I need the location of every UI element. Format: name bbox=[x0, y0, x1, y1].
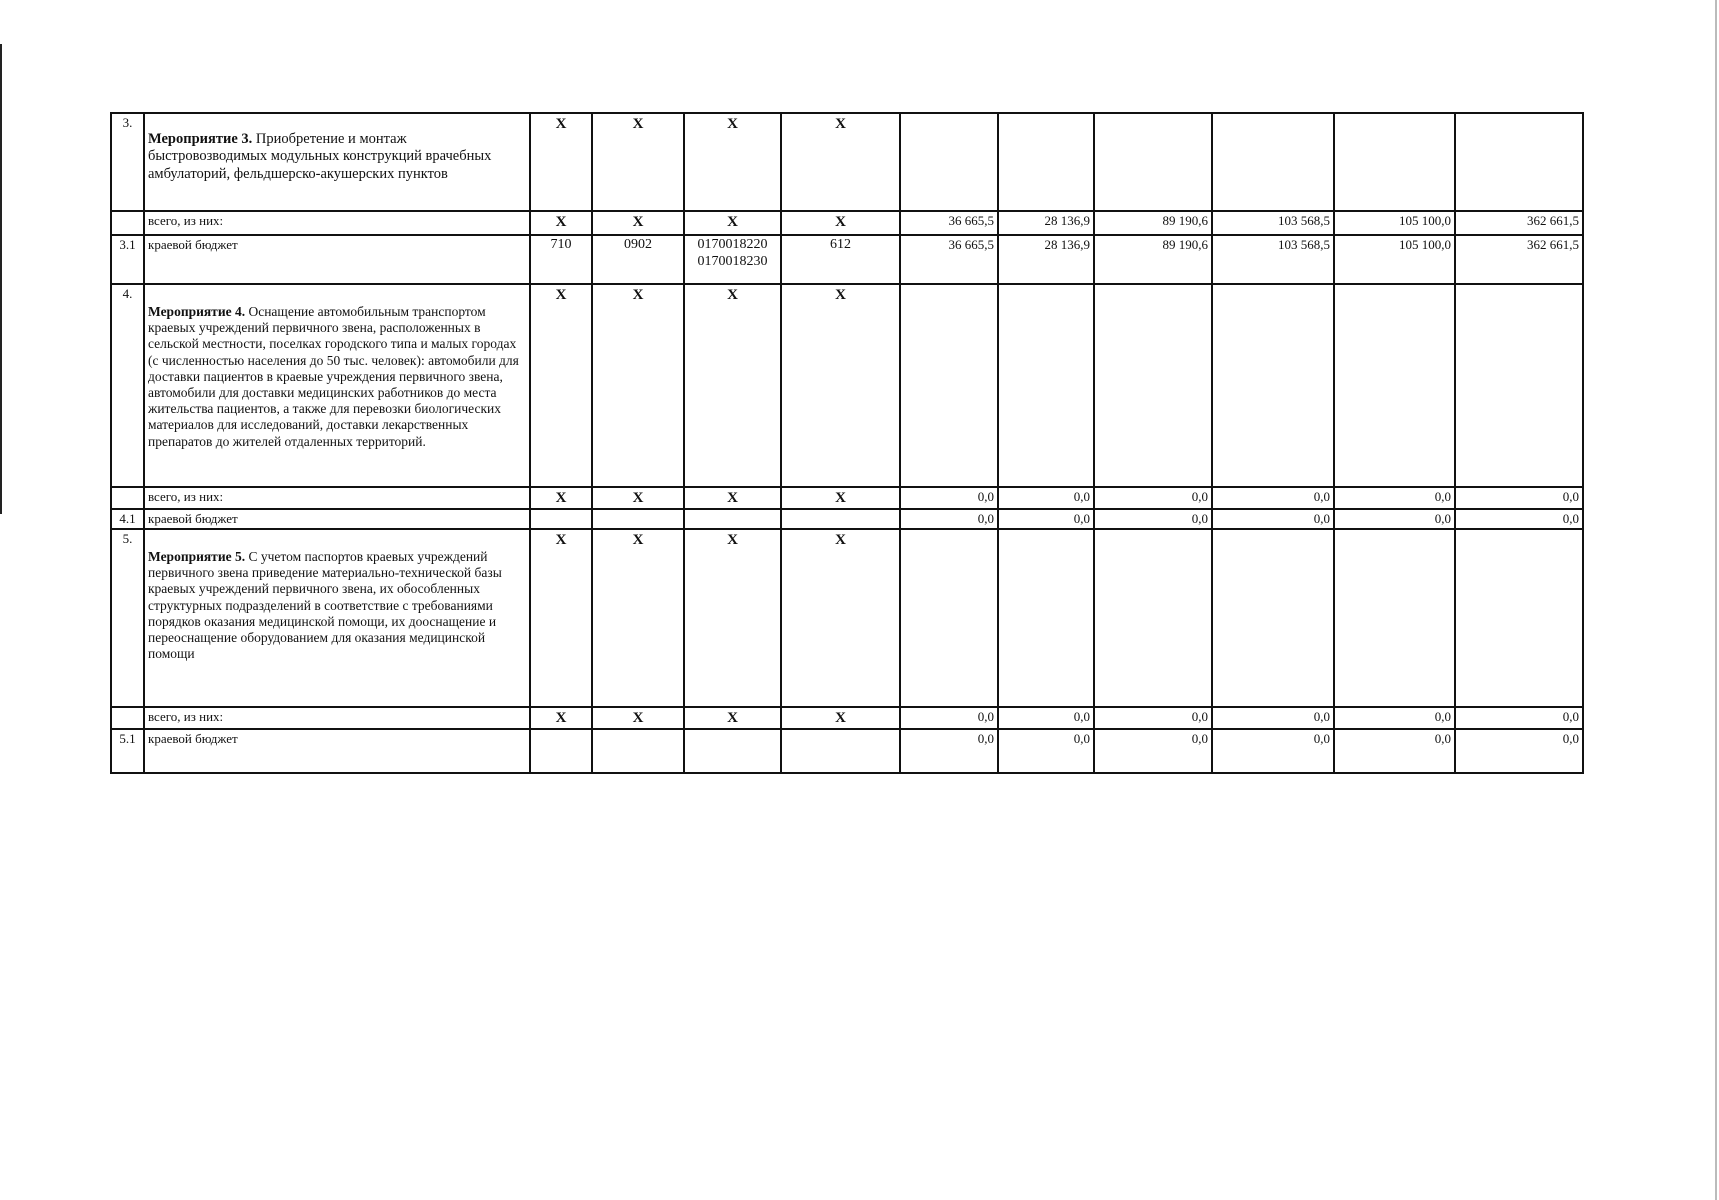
empty-cell bbox=[1094, 284, 1212, 487]
measure-title: Мероприятие 5. bbox=[148, 549, 246, 564]
budget-table bbox=[110, 112, 1584, 774]
empty-cell bbox=[530, 729, 592, 773]
value-cell: 0,0 bbox=[1455, 729, 1583, 773]
value-cell: 0,0 bbox=[1212, 509, 1334, 529]
code-cell bbox=[684, 235, 781, 284]
empty-cell bbox=[592, 729, 684, 773]
cell-x: X bbox=[530, 487, 592, 509]
row-label: всего, из них: bbox=[144, 211, 530, 235]
empty-cell bbox=[1455, 529, 1583, 707]
target-code: 0170018220 bbox=[697, 237, 768, 252]
value-cell: 0,0 bbox=[900, 729, 998, 773]
value-cell: 105 100,0 bbox=[1334, 211, 1455, 235]
cell-x: X bbox=[684, 284, 781, 487]
value-cell: 0,0 bbox=[900, 487, 998, 509]
row-number: 3. bbox=[111, 113, 144, 211]
measure-description bbox=[144, 113, 530, 211]
row-label: всего, из них: bbox=[144, 487, 530, 509]
empty-cell bbox=[1094, 529, 1212, 707]
table-row-measure-3-total bbox=[111, 211, 1583, 235]
empty-cell bbox=[900, 529, 998, 707]
code-cell: 710 bbox=[530, 235, 592, 284]
empty-cell bbox=[781, 509, 900, 529]
empty-cell bbox=[1334, 284, 1455, 487]
value-cell: 103 568,5 bbox=[1212, 235, 1334, 284]
row-label: краевой бюджет bbox=[144, 509, 530, 529]
row-number: 4. bbox=[111, 284, 144, 487]
cell-x: X bbox=[781, 113, 900, 211]
value-cell: 0,0 bbox=[1212, 487, 1334, 509]
cell-x: X bbox=[592, 211, 684, 235]
empty-cell bbox=[1212, 529, 1334, 707]
measure-title: Мероприятие 3. bbox=[148, 131, 253, 147]
value-cell: 89 190,6 bbox=[1094, 211, 1212, 235]
measure-description bbox=[144, 284, 530, 487]
code-cell: 0902 bbox=[592, 235, 684, 284]
row-label: краевой бюджет bbox=[144, 729, 530, 773]
target-code: 0170018230 bbox=[697, 253, 768, 269]
page-left-edge bbox=[0, 44, 2, 514]
value-cell: 36 665,5 bbox=[900, 235, 998, 284]
cell-x: X bbox=[592, 284, 684, 487]
cell-x: X bbox=[592, 487, 684, 509]
empty-cell bbox=[998, 529, 1094, 707]
empty-cell bbox=[684, 729, 781, 773]
value-cell: 0,0 bbox=[998, 487, 1094, 509]
value-cell: 0,0 bbox=[998, 707, 1094, 729]
measure-title: Мероприятие 4. bbox=[148, 304, 246, 319]
page-right-edge bbox=[1715, 0, 1717, 1200]
empty-cell bbox=[1455, 113, 1583, 211]
value-cell: 0,0 bbox=[1334, 707, 1455, 729]
empty-cell bbox=[111, 707, 144, 729]
empty-cell bbox=[900, 113, 998, 211]
value-cell: 0,0 bbox=[1455, 487, 1583, 509]
cell-x: X bbox=[684, 487, 781, 509]
empty-cell bbox=[111, 487, 144, 509]
cell-x: X bbox=[781, 487, 900, 509]
empty-cell bbox=[684, 509, 781, 529]
empty-cell bbox=[1334, 529, 1455, 707]
cell-x: X bbox=[781, 529, 900, 707]
empty-cell bbox=[1455, 284, 1583, 487]
row-label: краевой бюджет bbox=[144, 235, 530, 284]
value-cell: 362 661,5 bbox=[1455, 235, 1583, 284]
measure-text: С учетом паспортов краевых учреждений первичного звена приведение материально-технической базы краевых учреждений первичного звена, их обособленных структурных подразделений в соответствие с требованиями порядков оказания медицинской помощи, их дооснащение и переоснащение оборудованием для оказания медицинской помощи bbox=[148, 549, 502, 662]
cell-x: X bbox=[592, 707, 684, 729]
value-cell: 103 568,5 bbox=[1212, 211, 1334, 235]
cell-x: X bbox=[530, 529, 592, 707]
value-cell: 0,0 bbox=[1094, 509, 1212, 529]
empty-cell bbox=[1334, 113, 1455, 211]
value-cell: 0,0 bbox=[1455, 707, 1583, 729]
empty-cell bbox=[530, 509, 592, 529]
table-row-measure-3 bbox=[111, 113, 1583, 211]
value-cell: 0,0 bbox=[1094, 707, 1212, 729]
row-label: всего, из них: bbox=[144, 707, 530, 729]
cell-x: X bbox=[530, 113, 592, 211]
empty-cell bbox=[781, 729, 900, 773]
table-row-measure-4-total bbox=[111, 487, 1583, 509]
empty-cell bbox=[111, 211, 144, 235]
cell-x: X bbox=[684, 211, 781, 235]
cell-x: X bbox=[530, 284, 592, 487]
measure-text: Оснащение автомобильным транспортом краевых учреждений первичного звена, расположенных в сельской местности, поселках городского типа и малых городах (с численностью населения до 50 тыс. человек): автомобили для доставки пациентов в краевые учреждения первичного звена, автомобили для доставки медицинских работников до места жительства пациентов, а также для перевозки биологических материалов для исследований, доставки лекарственных препаратов до жителей отдаленных территорий. bbox=[148, 304, 519, 449]
value-cell: 0,0 bbox=[1212, 707, 1334, 729]
measure-text: Приобретение и монтаж быстровозводимых модульных конструкций врачебных амбулаторий, фельдшерско-акушерских пунктов bbox=[148, 131, 492, 182]
cell-x: X bbox=[781, 211, 900, 235]
value-cell: 0,0 bbox=[900, 707, 998, 729]
value-cell: 0,0 bbox=[1334, 509, 1455, 529]
row-number: 5.1 bbox=[111, 729, 144, 773]
row-number: 3.1 bbox=[111, 235, 144, 284]
table-row-regional-budget-5-1 bbox=[111, 729, 1583, 773]
cell-x: X bbox=[684, 113, 781, 211]
empty-cell bbox=[998, 284, 1094, 487]
value-cell: 0,0 bbox=[1334, 487, 1455, 509]
table-row-measure-5-total bbox=[111, 707, 1583, 729]
value-cell: 0,0 bbox=[998, 509, 1094, 529]
cell-x: X bbox=[781, 284, 900, 487]
code-cell: 612 bbox=[781, 235, 900, 284]
value-cell: 89 190,6 bbox=[1094, 235, 1212, 284]
value-cell: 0,0 bbox=[900, 509, 998, 529]
table-row-measure-4 bbox=[111, 284, 1583, 487]
empty-cell bbox=[900, 284, 998, 487]
empty-cell bbox=[998, 113, 1094, 211]
table-row-regional-budget-4-1 bbox=[111, 509, 1583, 529]
table-row-regional-budget-3-1 bbox=[111, 235, 1583, 284]
cell-x: X bbox=[530, 211, 592, 235]
value-cell: 0,0 bbox=[1212, 729, 1334, 773]
cell-x: X bbox=[684, 707, 781, 729]
value-cell: 0,0 bbox=[998, 729, 1094, 773]
empty-cell bbox=[592, 509, 684, 529]
value-cell: 0,0 bbox=[1334, 729, 1455, 773]
cell-x: X bbox=[592, 529, 684, 707]
cell-x: X bbox=[530, 707, 592, 729]
row-number: 4.1 bbox=[111, 509, 144, 529]
empty-cell bbox=[1212, 113, 1334, 211]
value-cell: 28 136,9 bbox=[998, 211, 1094, 235]
value-cell: 36 665,5 bbox=[900, 211, 998, 235]
empty-cell bbox=[1094, 113, 1212, 211]
value-cell: 105 100,0 bbox=[1334, 235, 1455, 284]
empty-cell bbox=[1212, 284, 1334, 487]
cell-x: X bbox=[684, 529, 781, 707]
value-cell: 362 661,5 bbox=[1455, 211, 1583, 235]
measure-description bbox=[144, 529, 530, 707]
table-row-measure-5 bbox=[111, 529, 1583, 707]
cell-x: X bbox=[592, 113, 684, 211]
cell-x: X bbox=[781, 707, 900, 729]
value-cell: 28 136,9 bbox=[998, 235, 1094, 284]
value-cell: 0,0 bbox=[1094, 487, 1212, 509]
value-cell: 0,0 bbox=[1094, 729, 1212, 773]
value-cell: 0,0 bbox=[1455, 509, 1583, 529]
row-number: 5. bbox=[111, 529, 144, 707]
